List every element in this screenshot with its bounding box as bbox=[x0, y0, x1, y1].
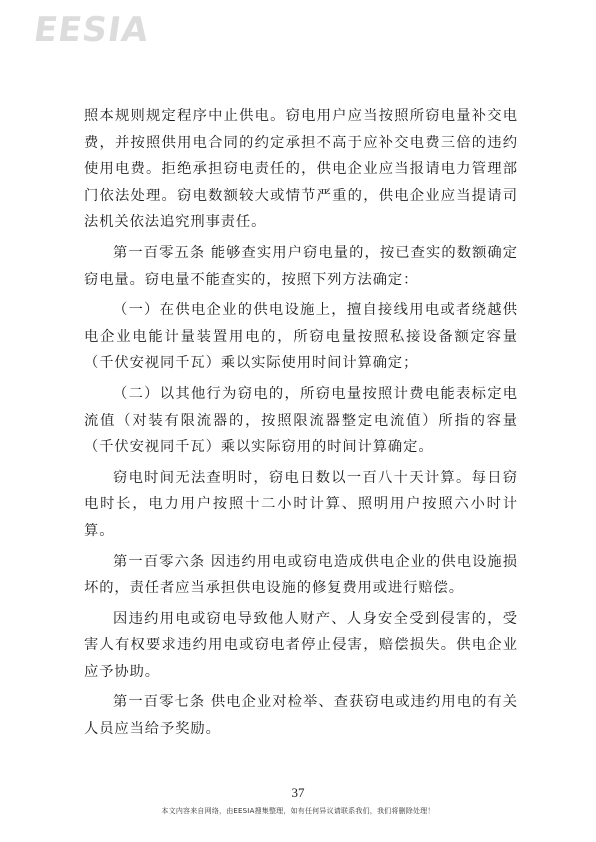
paragraph-article-106: 第一百零六条 因违约用电或窃电造成供电企业的供电设施损坏的，责任者应当承担供电设施的修复费用或进行赔偿。 bbox=[84, 553, 518, 597]
paragraph-continuation: 照本规则规定程序中止供电。窃电用户应当按照所窃电量补交电费，并按照供用电合同的约定承担不高于应补交电费三倍的违约使用电费。拒绝承担窃电责任的，供电企业应当报请电力管理部门依法处理。窃电数额较大或情节严重的，供电企业应当提请司法机关依法追究刑事责任。 bbox=[84, 108, 518, 231]
paragraph-item-2: （二）以其他行为窃电的，所窃电量按照计费电能表标定电流值（对装有限流器的，按照限流器整定电流值）所指的容量（千伏安视同千瓦）乘以实际窃用的时间计算确定。 bbox=[84, 385, 518, 456]
page-number: 37 bbox=[291, 785, 305, 800]
document-body bbox=[84, 103, 518, 747]
paragraph-article-105: 第一百零五条 能够查实用户窃电量的，按已查实的数额确定窃电量。窃电量不能查实的，按照下列方法确定： bbox=[84, 244, 518, 288]
eesia-watermark-logo: EESIA bbox=[31, 10, 152, 50]
paragraph-item-1: （一）在供电企业的供电设施上，擅自接线用电或者绕越供电企业电能计量装置用电的，所窃电量按照私接设备额定容量（千伏安视同千瓦）乘以实际使用时间计算确定； bbox=[84, 302, 518, 372]
footer-disclaimer: 本文内容来自网络，由EESIA搜集整理，如有任何异议请联系我们，我们将删除处理！ bbox=[161, 807, 435, 815]
paragraph-article-107: 第一百零七条 供电企业对检举、查获窃电或违约用电的有关人员应当给予奖励。 bbox=[84, 694, 518, 738]
paragraph-injury-compensation: 因违约用电或窃电导致他人财产、人身安全受到侵害的，受害人有权要求违约用电或窃电者停止侵害，赔偿损失。供电企业应予协助。 bbox=[84, 610, 518, 680]
paragraph-theft-duration: 窃电时间无法查明时，窃电日数以一百八十天计算。每日窃电时长，电力用户按照十二小时计算、照明用户按照六小时计算。 bbox=[84, 469, 518, 539]
